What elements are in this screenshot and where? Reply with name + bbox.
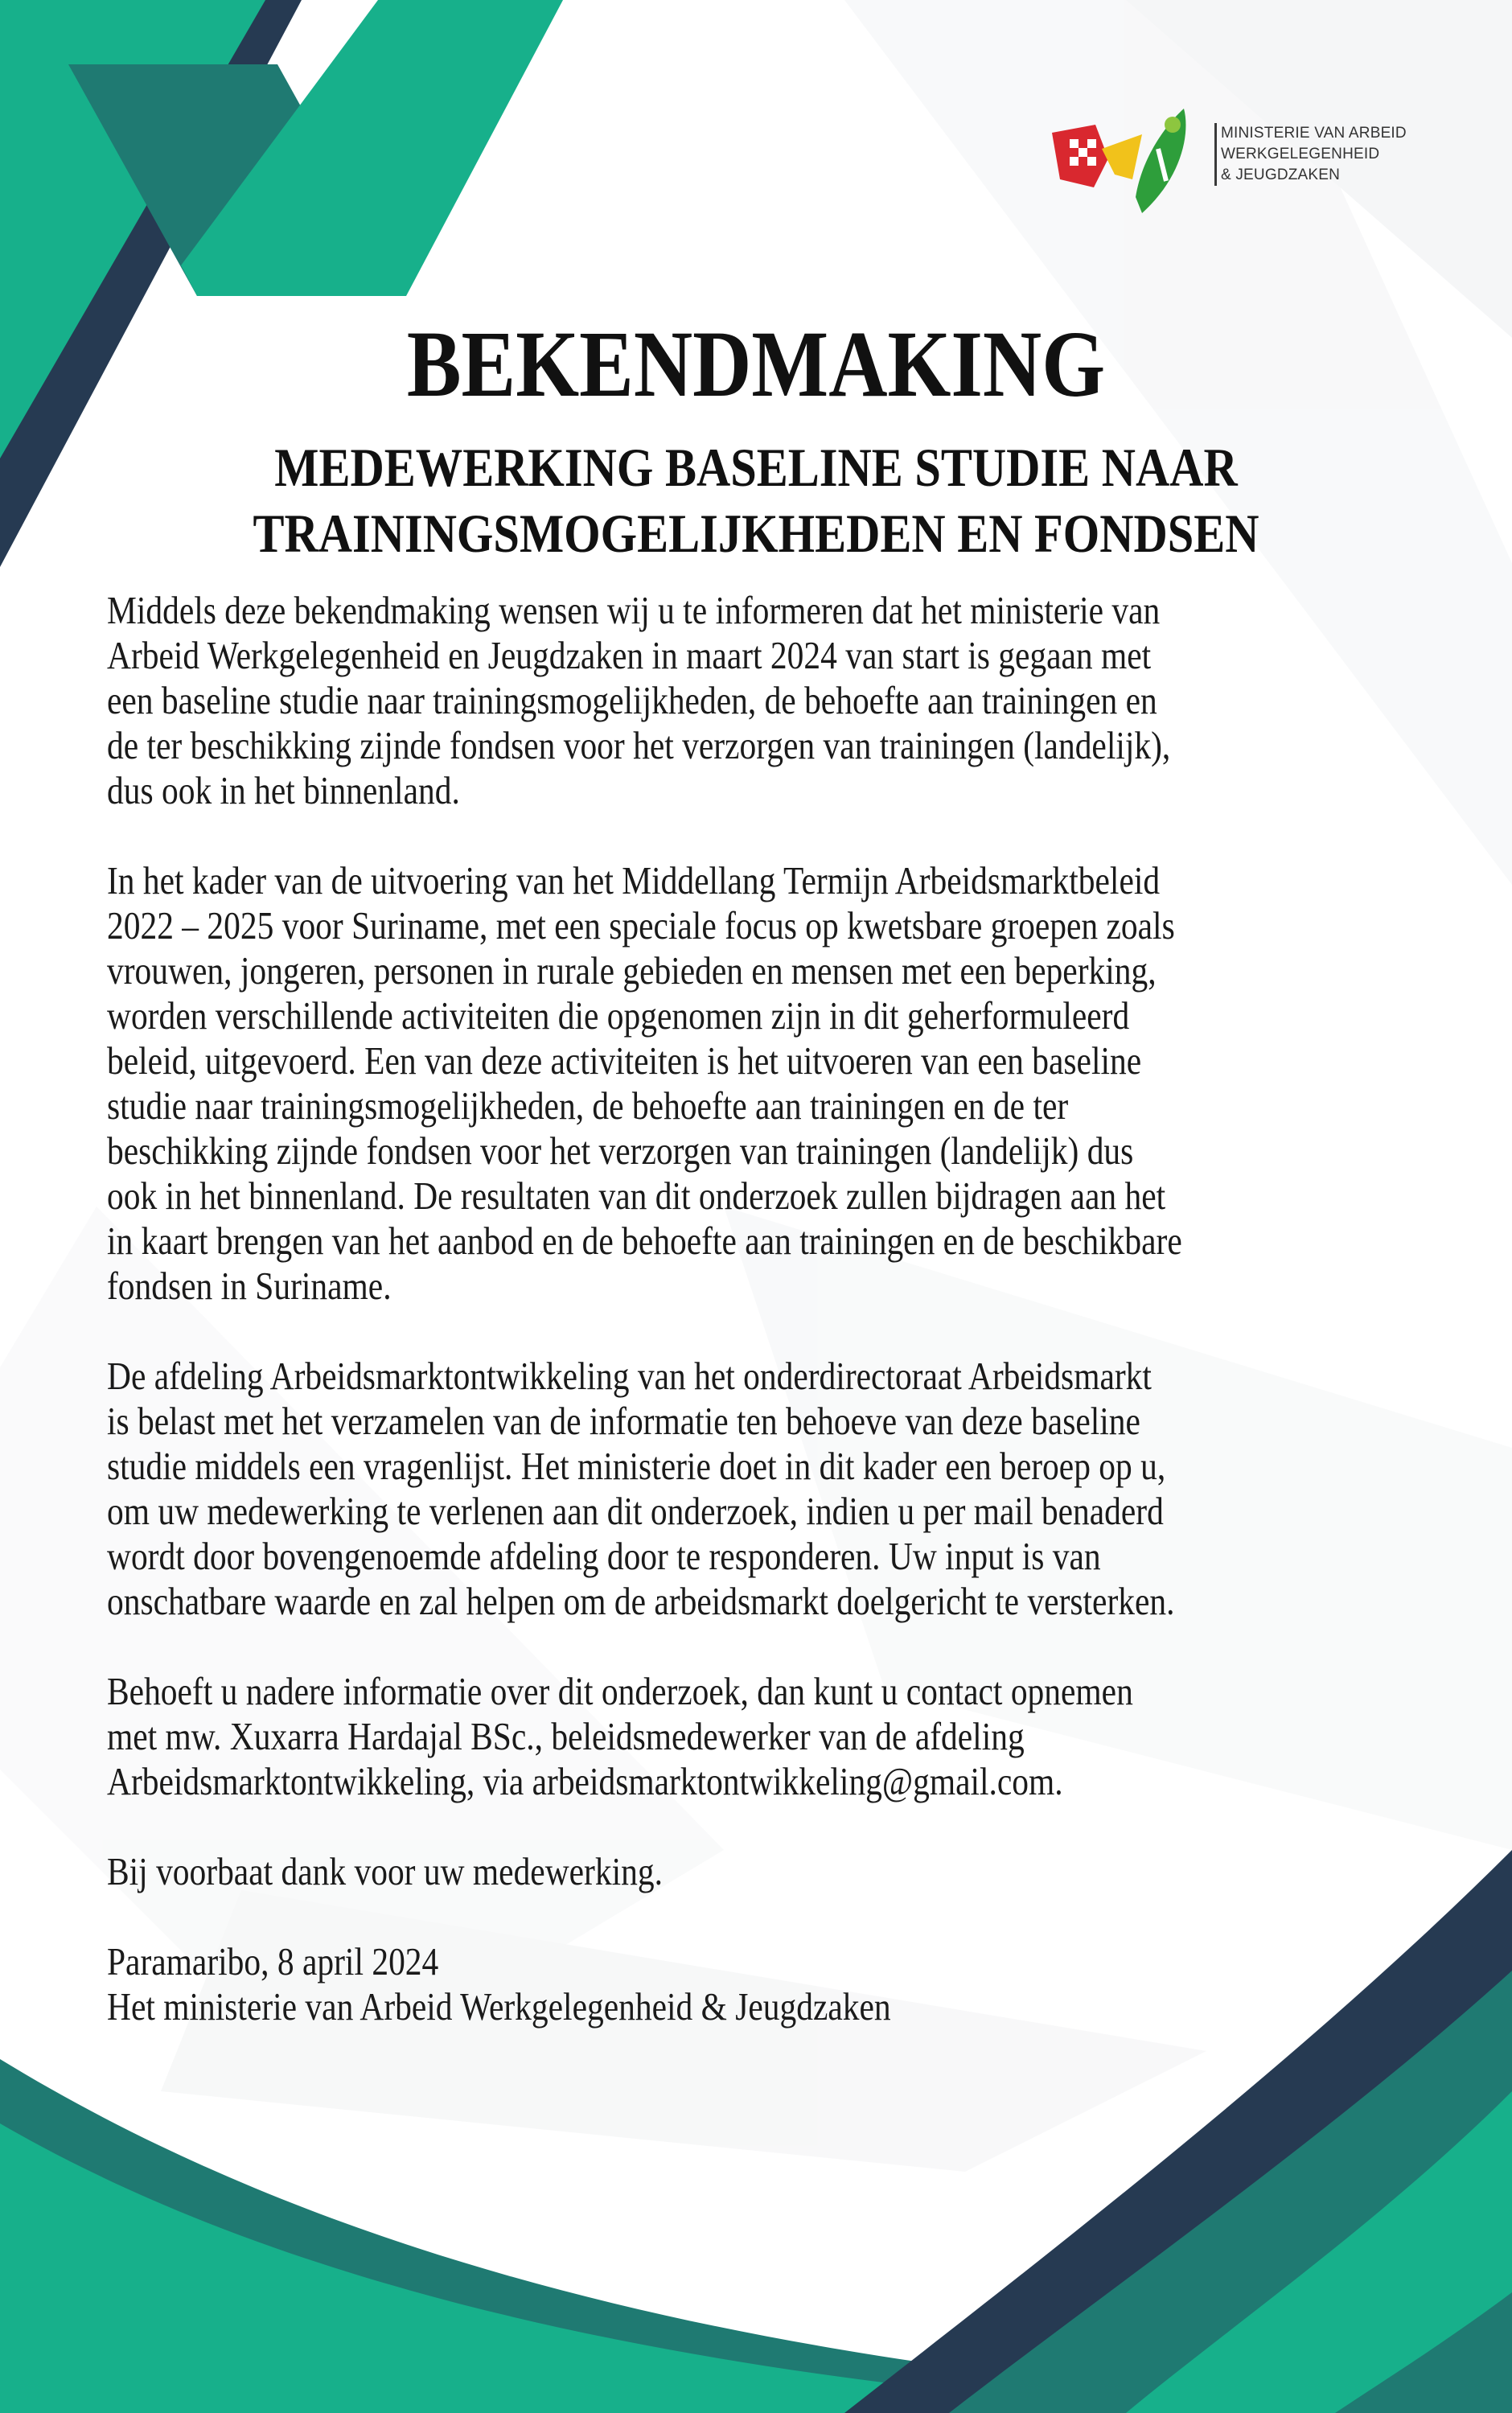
body-line: worden verschillende activiteiten die opgenomen zijn in dit geherformuleerd (107, 995, 1130, 1038)
page-subtitle (106, 434, 1407, 566)
announcement-body (107, 589, 1345, 2030)
logo-line: & JEUGDZAKEN (1221, 166, 1341, 183)
body-line: studie naar trainingsmogelijkheden, de behoefte aan trainingen en de ter (107, 1085, 1069, 1128)
body-line: vrouwen, jongeren, personen in rurale gebieden en mensen met een beperking, (107, 950, 1157, 993)
body-line: In het kader van de uitvoering van het Middellang Termijn Arbeidsmarktbeleid (107, 860, 1161, 902)
ministry-logo (1046, 101, 1432, 221)
logo-text (1221, 123, 1438, 186)
body-line: De afdeling Arbeidsmarktontwikkeling van het onderdirectoraat Arbeidsmarkt (107, 1355, 1152, 1398)
body-line: ook in het binnenland. De resultaten van dit onderzoek zullen bijdragen aan het (107, 1175, 1166, 1218)
signoff (107, 1940, 1345, 2030)
body-line: 2022 – 2025 voor Suriname, met een speciale focus op kwetsbare groepen zoals (107, 905, 1175, 948)
body-line: Bij voorbaat dank voor uw medewerking. (107, 1851, 663, 1893)
body-line: om uw medewerking te verlenen aan dit onderzoek, indien u per mail benaderd (107, 1490, 1164, 1533)
body-line: beschikking zijnde fondsen voor het verzorgen van trainingen (landelijk) dus (107, 1130, 1134, 1173)
body-line: Middels deze bekendmaking wensen wij u te informeren dat het ministerie van (107, 590, 1161, 632)
body-line: studie middels een vragenlijst. Het ministerie doet in dit kader een beroep op u, (107, 1445, 1166, 1488)
body-line: onschatbare waarde en zal helpen om de arbeidsmarkt doelgericht te versterken. (107, 1581, 1175, 1623)
place-date: Paramaribo, 8 april 2024 (107, 1941, 439, 1983)
signature: Het ministerie van Arbeid Werkgelegenheid & Jeugdzaken (107, 1986, 891, 2029)
body-line: dus ook in het binnenland. (107, 770, 460, 812)
paragraph-request (107, 1354, 1345, 1625)
body-line: met mw. Xuxarra Hardajal BSc., beleidsmedewerker van de afdeling (107, 1716, 1025, 1758)
subtitle-line: TRAININGSMOGELIJKHEDEN EN FONDSEN (253, 503, 1259, 564)
body-line: in kaart brengen van het aanbod en de behoefte aan trainingen en de beschikbare (107, 1220, 1182, 1263)
logo-line: WERKGELEGENHEID (1221, 146, 1380, 162)
body-line: Arbeid Werkgelegenheid en Jeugdzaken in maart 2024 van start is gegaan met (107, 635, 1152, 677)
subtitle-line: MEDEWERKING BASELINE STUDIE NAAR (274, 437, 1238, 498)
logo-line: MINISTERIE VAN ARBEID (1221, 125, 1407, 142)
contact-email-line: Arbeidsmarktontwikkeling, via arbeidsmarktontwikkeling@gmail.com. (107, 1761, 1063, 1803)
body-line: beleid, uitgevoerd. Een van deze activiteiten is het uitvoeren van een baseline (107, 1040, 1142, 1083)
body-line: Behoeft u nadere informatie over dit onderzoek, dan kunt u contact opnemen (107, 1671, 1133, 1713)
paragraph-contact (107, 1670, 1345, 1805)
paragraph-thanks (107, 1850, 1345, 1895)
paragraph-context (107, 859, 1345, 1309)
body-line: wordt door bovengenoemde afdeling door te responderen. Uw input is van (107, 1535, 1101, 1578)
paragraph-intro (107, 589, 1345, 814)
body-line: is belast met het verzamelen van de informatie ten behoeve van deze baseline (107, 1400, 1140, 1443)
body-line: de ter beschikking zijnde fondsen voor het verzorgen van trainingen (landelijk), (107, 725, 1171, 767)
body-line: een baseline studie naar trainingsmogelijkheden, de behoefte aan trainingen en (107, 680, 1157, 722)
ministry-emblem-icon (1046, 101, 1222, 221)
page-title: BEKENDMAKING (406, 311, 1106, 417)
body-line: fondsen in Suriname. (107, 1265, 392, 1308)
logo-divider (1214, 123, 1217, 186)
